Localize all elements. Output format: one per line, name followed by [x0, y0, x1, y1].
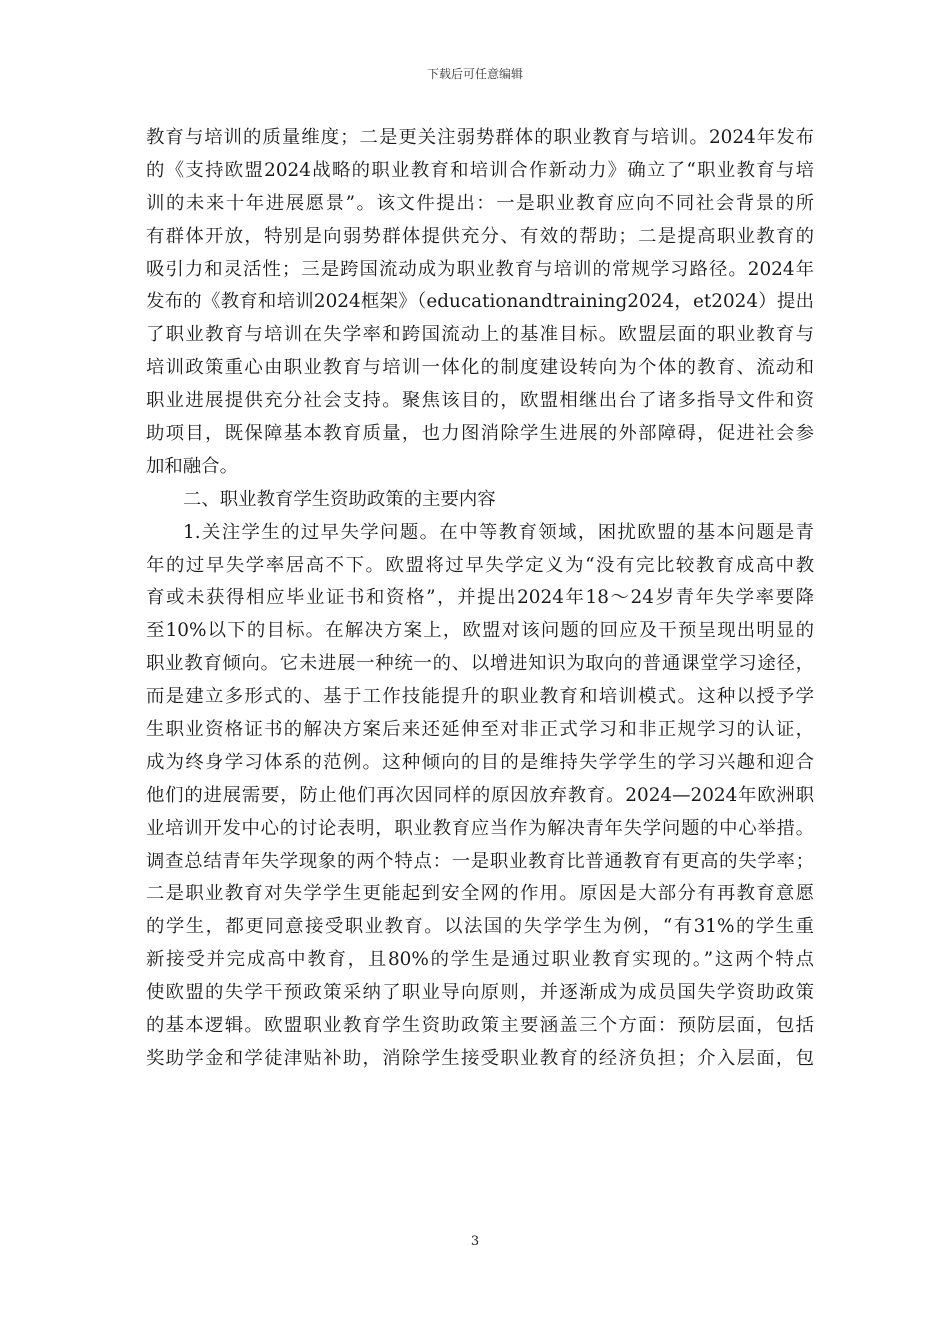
text-line: 职业教育倾向。它未进展一种统一的、以增进知识为取向的普通课堂学习途径，	[146, 653, 814, 675]
text-line: 1.关注学生的过早失学问题。在中等教育领域，困扰欧盟的基本问题是青	[183, 521, 814, 543]
text-line: 至10%以下的目标。在解决方案上，欧盟对该问题的回应及干预呈现出明显的	[146, 620, 814, 642]
text-line: 新接受并完成高中教育，且80%的学生是通过职业教育实现的。”这两个特点	[146, 949, 814, 971]
text-line: 助项目，既保障基本教育质量，也力图消除学生进展的外部障碍，促进社会参	[146, 423, 814, 445]
text-line: 教育与培训的质量维度；二是更关注弱势群体的职业教育与培训。2024年发布	[146, 127, 814, 148]
text-line: 而是建立多形式的、基于工作技能提升的职业教育和培训模式。这种以授予学	[146, 686, 814, 708]
text-line: 发布的《教育和培训2024框架》（educationandtraining2024，et2024）提出	[146, 291, 814, 313]
text-line: 生职业资格证书的解决方案后来还延伸至对非正式学习和非正规学习的认证，	[146, 719, 814, 741]
page-header: 下载后可任意编辑	[426, 67, 523, 81]
section-heading: 二、职业教育学生资助政策的主要内容	[183, 488, 496, 510]
text-line: 加和融合。	[146, 455, 238, 477]
body-text	[146, 122, 814, 1076]
text-line: 了职业教育与培训在失学率和跨国流动上的基准目标。欧盟层面的职业教育与	[146, 324, 814, 346]
text-line: 训的未来十年进展愿景”。该文件提出：一是职业教育应向不同社会背景的所	[146, 192, 814, 214]
text-line: 调查总结青年失学现象的两个特点：一是职业教育比普通教育有更高的失学率；	[146, 850, 814, 872]
text-line: 的基本逻辑。欧盟职业教育学生资助政策主要涵盖三个方面：预防层面，包括	[146, 1015, 814, 1037]
text-line: 使欧盟的失学干预政策采纳了职业导向原则，并逐渐成为成员国失学资助政策	[146, 982, 814, 1004]
text-line: 培训政策重心由职业教育与培训一体化的制度建设转向为个体的教育、流动和	[146, 357, 814, 379]
text-line: 他们的进展需要，防止他们再次因同样的原因放弃教育。2024—2024年欧洲职	[146, 784, 814, 806]
text-line: 二是职业教育对失学学生更能起到安全网的作用。原因是大部分有再教育意愿	[146, 883, 814, 905]
text-line: 年的过早失学率居高不下。欧盟将过早失学定义为“没有完比较教育成高中教	[146, 554, 814, 576]
text-line: 有群体开放，特别是向弱势群体提供充分、有效的帮助；二是提高职业教育的	[146, 225, 814, 247]
text-line: 职业进展提供充分社会支持。聚焦该目的，欧盟相继出台了诸多指导文件和资	[146, 390, 814, 412]
text-line: 吸引力和灵活性；三是跨国流动成为职业教育与培训的常规学习路径。2024年	[146, 258, 814, 280]
text-line: 成为终身学习体系的范例。这种倾向的目的是维持失学学生的学习兴趣和迎合	[146, 751, 814, 773]
text-line: 业培训开发中心的讨论表明，职业教育应当作为解决青年失学问题的中心举措。	[146, 817, 814, 839]
text-line: 的《支持欧盟2024战略的职业教育和培训合作新动力》确立了“职业教育与培	[146, 159, 814, 181]
page-number: 3	[470, 1234, 480, 1249]
text-line: 育或未获得相应毕业证书和资格”，并提出2024年18～24岁青年失学率要降	[146, 587, 814, 609]
text-line: 奖助学金和学徒津贴补助，消除学生接受职业教育的经济负担；介入层面，包	[146, 1047, 814, 1069]
text-line: 的学生，都更同意接受职业教育。以法国的失学学生为例，“有31%的学生重	[146, 916, 814, 938]
